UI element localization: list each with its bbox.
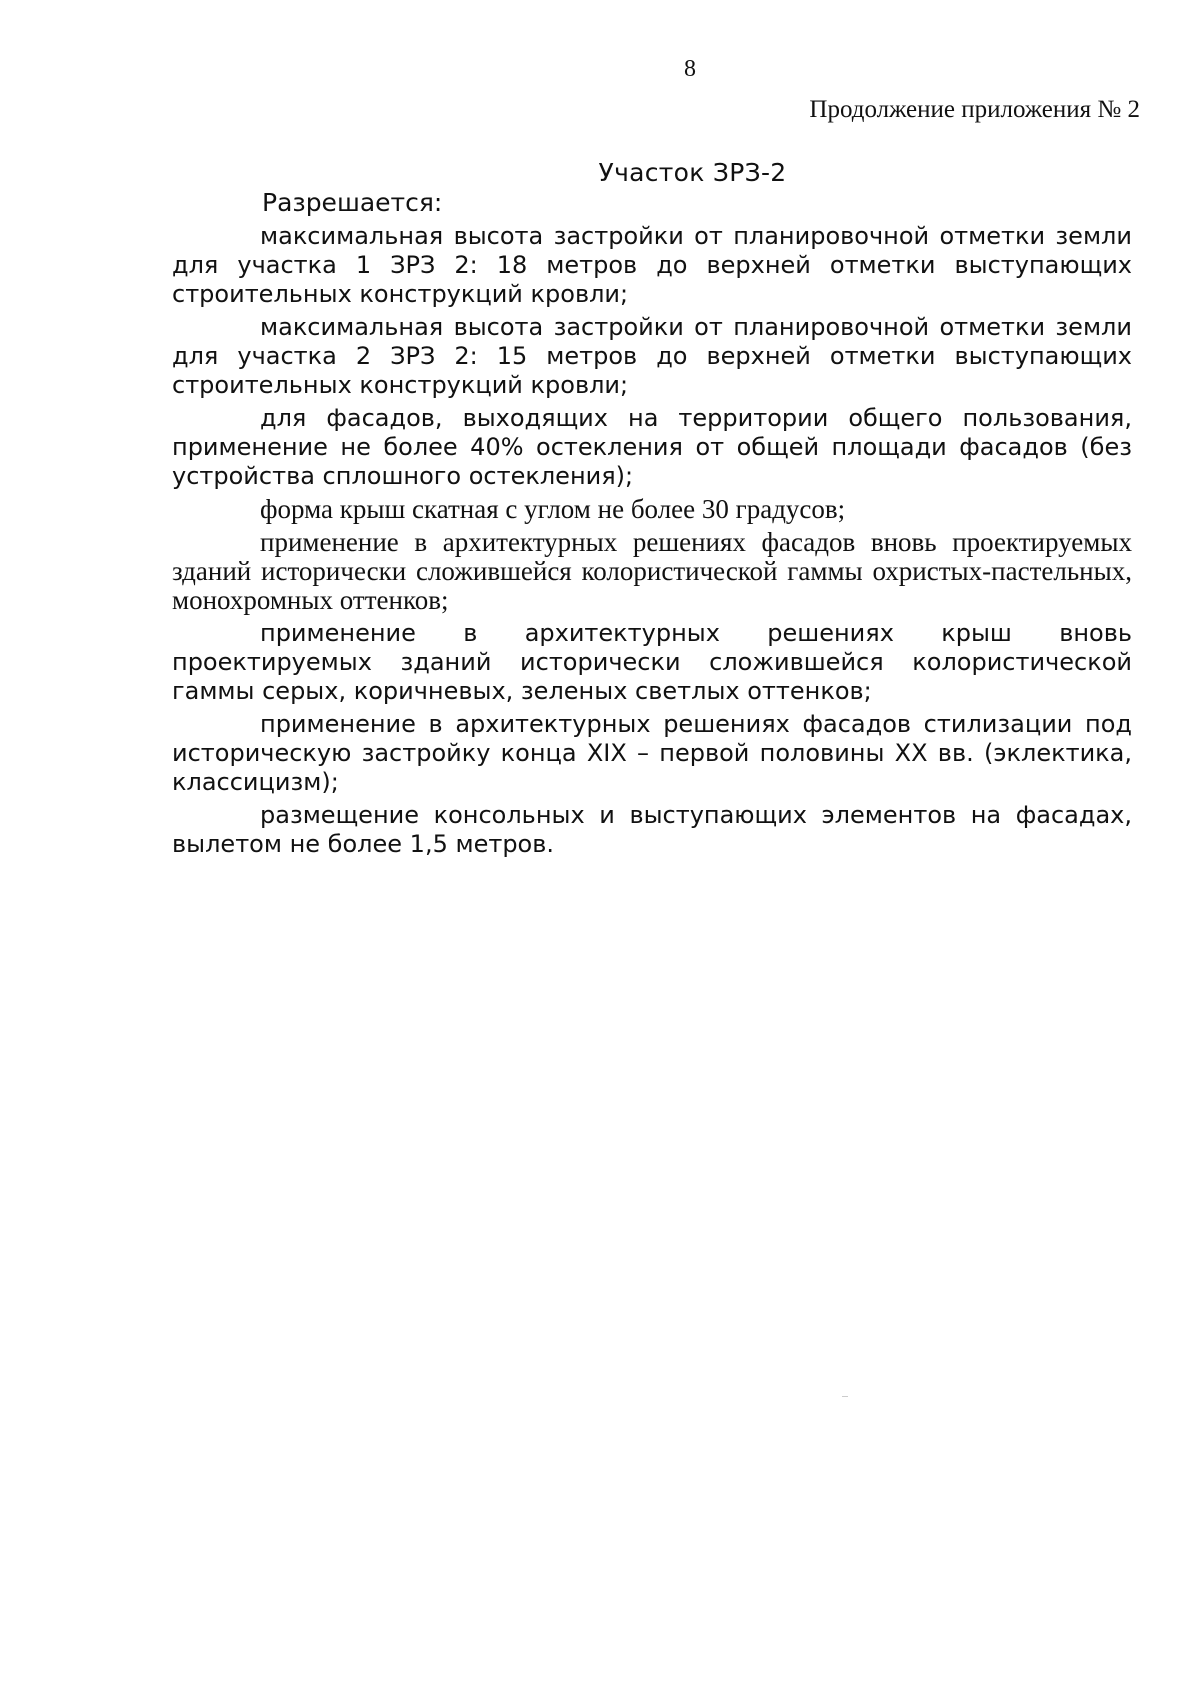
paragraph-cantilever-elements: размещение консольных и выступающих элементов на фасадах, вылетом не более 1,5 метров. [172,801,1132,858]
scan-mark [842,1396,848,1397]
document-body [172,222,1132,863]
page-number: 8 [684,56,696,82]
section-title: Участок ЗРЗ-2 [598,158,787,187]
paragraph-roof-colors: применение в архитектурных решениях крыш вновь проектируемых зданий исторически сложившейся колористической гаммы серых, коричневых, зеленых светлых оттенков; [172,619,1132,705]
allowed-label: Разрешается: [262,188,443,217]
header-note: Продолжение приложения № 2 [809,96,1140,123]
paragraph-height-zone-2: максимальная высота застройки от планировочной отметки земли для участка 2 ЗРЗ 2: 15 метров до верхней отметки выступающих строительных конструкций кровли; [172,313,1132,399]
paragraph-facade-colors: применение в архитектурных решениях фасадов вновь проектируемых зданий исторически сложившейся колористической гаммы охристых-пастельных, монохромных оттенков; [172,527,1132,615]
paragraph-glazing: для фасадов, выходящих на территории общего пользования, применение не более 40% остекления от общей площади фасадов (без устройства сплошного остекления); [172,404,1132,490]
paragraph-facade-style: применение в архитектурных решениях фасадов стилизации под историческую застройку конца XIX – первой половины XX вв. (эклектика, классицизм); [172,710,1132,796]
paragraph-height-zone-1: максимальная высота застройки от планировочной отметки земли для участка 1 ЗРЗ 2: 18 метров до верхней отметки выступающих строительных конструкций кровли; [172,222,1132,308]
paragraph-roof-form: форма крыш скатная с углом не более 30 градусов; [260,494,846,524]
